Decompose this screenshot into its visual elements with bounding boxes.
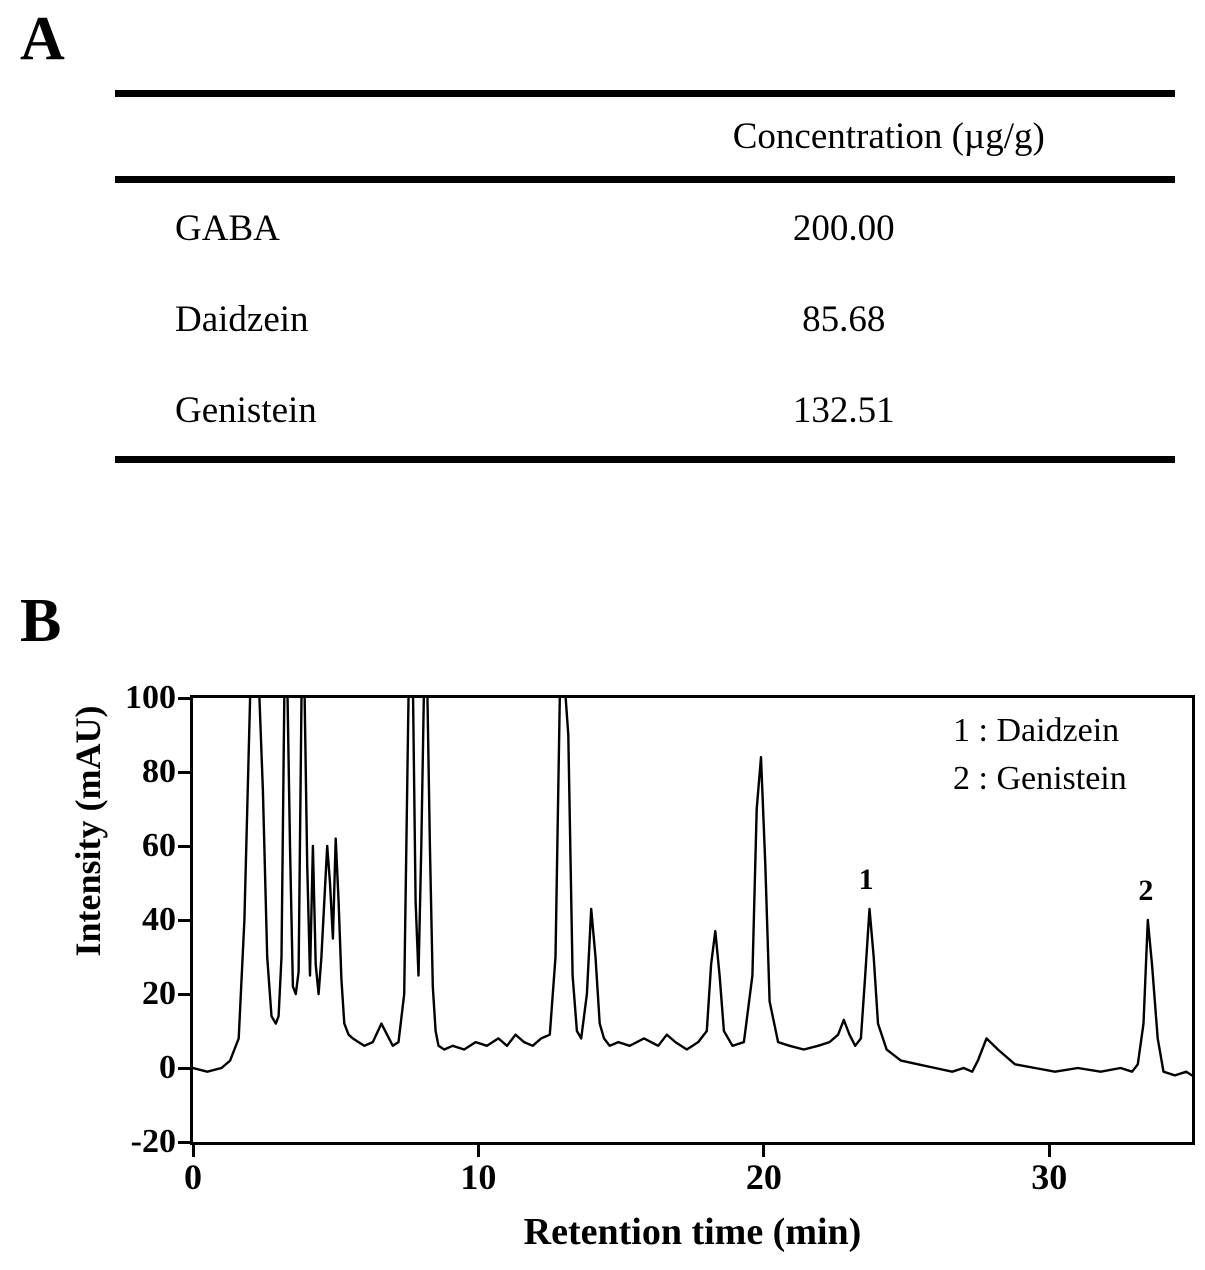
x-tick-mark <box>192 1145 195 1157</box>
table-cell-value: 132.51 <box>792 390 895 431</box>
y-tick-label: -20 <box>130 1123 176 1160</box>
legend-entry-1: 1 : Daidzein <box>953 712 1120 749</box>
table-rule-bottom <box>115 460 1175 464</box>
panel-b <box>0 560 1205 1270</box>
peak-annotation-1: 1 <box>858 862 874 896</box>
chromatogram-plot <box>190 695 1195 1145</box>
y-tick-mark <box>178 1067 190 1070</box>
panel-a-letter: A <box>20 5 65 73</box>
x-tick-label: 0 <box>184 1157 202 1197</box>
panel-b-letter: B <box>20 587 62 655</box>
y-tick-mark <box>178 993 190 996</box>
y-tick-label: 60 <box>142 827 176 864</box>
table-cell-name: GABA <box>175 208 280 249</box>
y-tick-label: 80 <box>142 753 176 790</box>
concentration-table <box>115 90 1175 463</box>
y-tick-mark <box>178 845 190 848</box>
table-cell-value: 85.68 <box>802 299 886 340</box>
y-tick-label: 100 <box>125 679 176 716</box>
y-tick-label: 20 <box>142 975 176 1012</box>
x-axis-label: Retention time (min) <box>523 1211 862 1253</box>
x-tick-mark <box>762 1145 765 1157</box>
table-header-concentration: Concentration (µg/g) <box>732 116 1045 157</box>
y-tick-mark <box>178 1141 190 1144</box>
table-header-blank <box>115 97 603 180</box>
table-header-row <box>115 97 1175 180</box>
x-tick-mark <box>477 1145 480 1157</box>
x-tick-label: 20 <box>745 1157 782 1197</box>
y-tick-label: 0 <box>159 1049 176 1086</box>
y-tick-mark <box>178 919 190 922</box>
table-row <box>115 274 1175 365</box>
table-row <box>115 365 1175 460</box>
y-axis-label: Intensity (mAU) <box>68 705 108 957</box>
concentration-table-wrapper <box>115 90 1175 463</box>
table-cell-name: Genistein <box>175 390 317 431</box>
legend-entry-2: 2 : Genistein <box>953 760 1127 797</box>
y-tick-mark <box>178 697 190 700</box>
x-tick-label: 10 <box>460 1157 497 1197</box>
x-tick-label: 30 <box>1031 1157 1068 1197</box>
table-row <box>115 183 1175 274</box>
x-tick-mark <box>1048 1145 1051 1157</box>
peak-annotation-2: 2 <box>1138 874 1154 907</box>
y-tick-mark <box>178 771 190 774</box>
table-cell-name: Daidzein <box>175 299 309 340</box>
panel-a <box>0 0 1205 560</box>
table-cell-value: 200.00 <box>792 208 895 249</box>
y-tick-label: 40 <box>142 901 176 938</box>
